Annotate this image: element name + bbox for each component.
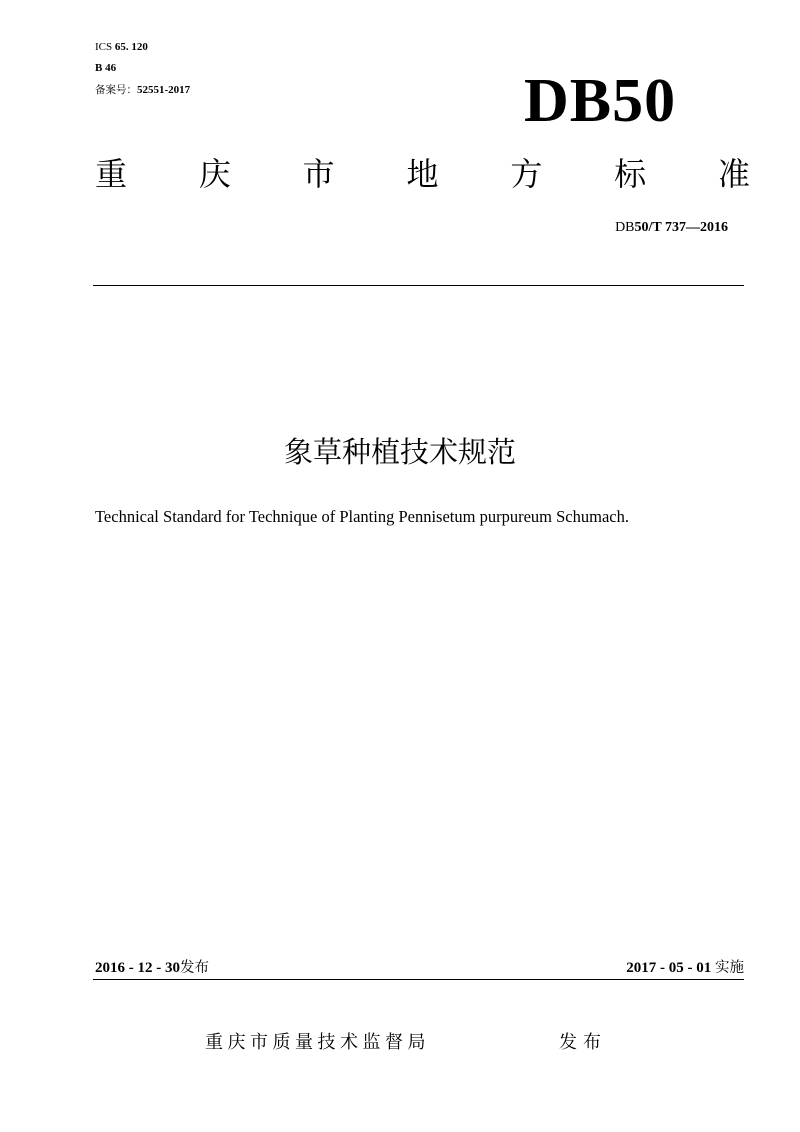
title-char: 标 bbox=[614, 155, 647, 193]
implementation-date-label: 实施 bbox=[715, 960, 744, 976]
title-char: 地 bbox=[406, 155, 439, 193]
standard-type-title bbox=[95, 154, 750, 194]
ics-label: ICS bbox=[95, 41, 113, 53]
record-number-line bbox=[95, 84, 190, 97]
document-title-cn: 象草种植技术规范 bbox=[283, 435, 516, 469]
document-title-en: Technical Standard for Technique of Planting Pennisetum purpureum Schumach. bbox=[95, 507, 629, 526]
ics-classification bbox=[95, 41, 148, 54]
footer-divider bbox=[93, 979, 744, 980]
ccs-code: B 46 bbox=[95, 62, 117, 74]
issue-date-value: 2016 - 12 - 30 bbox=[95, 960, 180, 976]
issue-date bbox=[95, 958, 209, 978]
record-number: 52551-2017 bbox=[137, 84, 191, 96]
title-char: 市 bbox=[302, 155, 335, 193]
ics-code: 65. 120 bbox=[114, 41, 148, 53]
implementation-date bbox=[626, 958, 744, 978]
record-label: 备案号： bbox=[95, 84, 137, 96]
issue-date-label: 发布 bbox=[180, 960, 209, 976]
header-divider bbox=[93, 285, 744, 286]
title-char: 重 bbox=[95, 155, 128, 193]
standard-number-prefix: DB bbox=[615, 220, 635, 235]
implementation-date-value: 2017 - 05 - 01 bbox=[626, 960, 712, 976]
publish-label: 发布 bbox=[559, 1032, 607, 1053]
title-char: 准 bbox=[717, 155, 750, 193]
standard-number bbox=[615, 219, 728, 237]
title-char: 庆 bbox=[198, 155, 231, 193]
standard-mark: DB50 bbox=[524, 67, 677, 135]
issuing-authority: 重庆市质量技术监督局 bbox=[205, 1032, 430, 1053]
title-char: 方 bbox=[510, 155, 543, 193]
ccs-classification bbox=[95, 62, 116, 75]
standard-number-code: 50/T 737—2016 bbox=[634, 220, 728, 235]
